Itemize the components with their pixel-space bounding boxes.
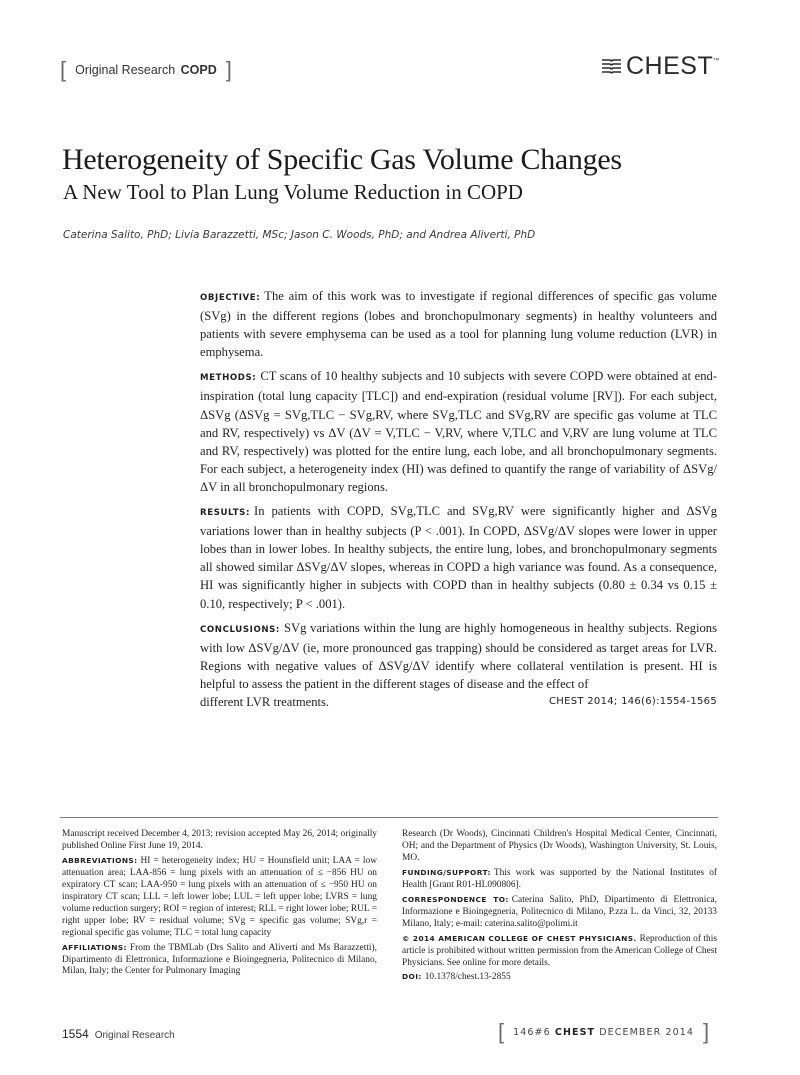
abbreviations-label: ABBREVIATIONS:: [62, 855, 138, 865]
affiliations-text: From the TBMLab (Drs Salito and Aliverti and Ms Barazzetti), Dipartimento di Elettronica, Informazione e Bioingegneria, Politecnico di Milano, Milan, Italy; the Center for Pulmonary Imaging: [62, 942, 377, 977]
section-label: Original Research: [75, 63, 176, 77]
page-footer-left: [62, 1027, 175, 1041]
conclusions-last-line: different LVR treatments.: [200, 694, 330, 709]
affiliations-label: AFFILIATIONS:: [62, 942, 127, 952]
footnotes-left-column: [62, 829, 377, 980]
copyright-note: [402, 933, 717, 970]
methods-label: METHODS:: [200, 373, 257, 384]
objective-label: OBJECTIVE:: [200, 293, 261, 303]
abbreviations-note: [62, 855, 377, 940]
right-bracket: ]: [225, 57, 232, 82]
conclusions-citation-line: [200, 693, 717, 711]
doi-note: [402, 971, 717, 984]
abbreviations-text: HI = heterogeneity index; HU = Hounsfield unit; LAA = low attenuation area; LAA-856 = lung pixels with an attenuation of ≤ −856 HU on expiratory CT scan; LAA-950 = lung pixels with an attenuation of ≤ −950 HU on inspiratory CT scan; LLL = left lower lobe; LUL = left upper lobe; LVRS = lung volume reduction surgery; ROI = region of interest; RLL = right lower lobe; RUL = right upper lobe; RV = residual volume; SVg = specific gas volume; SVg,r = regional specific gas volume; TLC = total lung capacity: [62, 855, 377, 938]
abstract-objective: [200, 287, 717, 361]
footnotes-right-column: [402, 829, 717, 986]
results-text: In patients with COPD, SVg,TLC and SVg,RV were significantly higher and ΔSVg variations lower than in healthy subjects (P < .001). In COPD, ΔSVg/ΔV slopes were lower in upper lobes than in lower lobes. In healthy subjects, the entire lung, lobes, and bronchopulmonary segments all showed similar ΔSVg/ΔV slopes, whereas in COPD a high variance was found. As a consequence, HI was significantly higher in subjects with COPD than in healthy subjects (0.80 ± 0.34 vs 0.15 ± 0.10, respectively; P < .001).: [200, 504, 717, 611]
abstract-methods: [200, 367, 717, 496]
citation: CHEST 2014; 146(6):1554-1565: [549, 695, 717, 707]
conclusions-text: SVg variations within the lung are highly homogeneous in healthy subjects. Regions with low ΔSVg/ΔV (ie, more pronounced gas trapping) should be considered as target areas for LVR. Regions with negative values of ΔSVg/ΔV identify where collateral ventilation is present. HI is helpful to assess the patient in the different stages of disease and the effect of: [200, 620, 717, 691]
doi-text: 10.1378/chest.13-2855: [424, 972, 511, 983]
page-footer-right: [498, 1020, 709, 1044]
logo-text: CHEST: [626, 52, 714, 80]
abstract-results: [200, 502, 717, 613]
abstract: [200, 287, 717, 711]
article-title: Heterogeneity of Specific Gas Volume Changes: [62, 143, 622, 176]
topic-label: COPD: [180, 63, 217, 77]
footer-issue-info: [504, 1027, 703, 1038]
footer-right-bracket: ]: [703, 1019, 710, 1044]
footer-section: Original Research: [94, 1030, 175, 1041]
article-subtitle: A New Tool to Plan Lung Volume Reduction in COPD: [63, 180, 523, 204]
received-note: Manuscript received December 4, 2013; revision accepted May 26, 2014; originally published Online First June 19, 2014.: [62, 829, 377, 851]
footnote-divider: [60, 817, 718, 818]
section-tag-text: [66, 63, 226, 77]
conclusions-label: CONCLUSIONS:: [200, 624, 280, 635]
page-number: 1554: [62, 1027, 89, 1041]
correspondence-note: [402, 894, 717, 931]
correspondence-text: Caterina Salito, PhD, Dipartimento di Elettronica, Informazione e Bioingegneria, Politecnico di Milano, P.zza L. da Vinci, 32, 20133 Milano, Italy; e-mail: caterina.salito@polimi.it: [402, 894, 717, 929]
footer-issue: 146#6: [513, 1026, 551, 1038]
section-tag: [60, 58, 232, 82]
doi-label: DOI:: [402, 972, 422, 982]
objective-text: The aim of this work was to investigate if regional differences of specific gas volume (SVg) in the different regions (lobes and bronchopulmonary segments) in healthy volunteers and patients with severe emphysema can be used as a tool for planning lung volume reduction (LVR) in emphysema.: [200, 289, 717, 360]
journal-logo: [601, 52, 719, 81]
methods-text: CT scans of 10 healthy subjects and 10 subjects with severe COPD were obtained at end-inspiration (total lung capacity [TLC]) and end-expiration (residual volume [RV]). For each subject, ΔSVg (ΔSVg = SVg,TLC − SVg,RV, where SVg,TLC and SVg,RV are specific gas volume at TLC and RV, respectively) vs ΔV (ΔV = V,TLC − V,RV, where V,TLC and V,RV are lung volume at TLC and RV, respectively) was plotted for the entire lung, each lobe, and all bronchopulmonary segments. For each subject, a heterogeneity index (HI) was defined to quantify the range of variability of ΔSVg/ΔV in all bronchopulmonary regions.: [200, 369, 717, 494]
copyright-text: Reproduction of this article is prohibited without written permission from the American College of Chest Physicians. See online for more details.: [402, 933, 717, 968]
copyright-label: © 2014 AMERICAN COLLEGE OF CHEST PHYSICIANS.: [402, 933, 637, 943]
correspondence-label: CORRESPONDENCE TO:: [402, 894, 509, 904]
footer-journal: CHEST: [554, 1026, 596, 1038]
funding-note: [402, 867, 717, 892]
funding-label: FUNDING/SUPPORT:: [402, 867, 491, 877]
footer-date: DECEMBER 2014: [599, 1026, 695, 1038]
logo-trademark: ™: [713, 58, 720, 64]
abstract-conclusions: [200, 619, 717, 693]
chest-logo-icon: [601, 58, 622, 76]
left-bracket: [: [60, 57, 67, 82]
affiliations-note: [62, 942, 377, 979]
results-label: RESULTS:: [200, 508, 250, 519]
affiliations-continued: Research (Dr Woods), Cincinnati Children's Hospital Medical Center, Cincinnati, OH; and the Department of Physics (Dr Woods), Washington University, St. Louis, MO.: [402, 829, 717, 863]
footer-left-bracket: [: [498, 1019, 505, 1044]
author-list: Caterina Salito, PhD; Livia Barazzetti, MSc; Jason C. Woods, PhD; and Andrea Aliverti, PhD: [63, 229, 536, 241]
funding-text: This work was supported by the National Institutes of Health [Grant R01-HL090806].: [402, 867, 717, 890]
